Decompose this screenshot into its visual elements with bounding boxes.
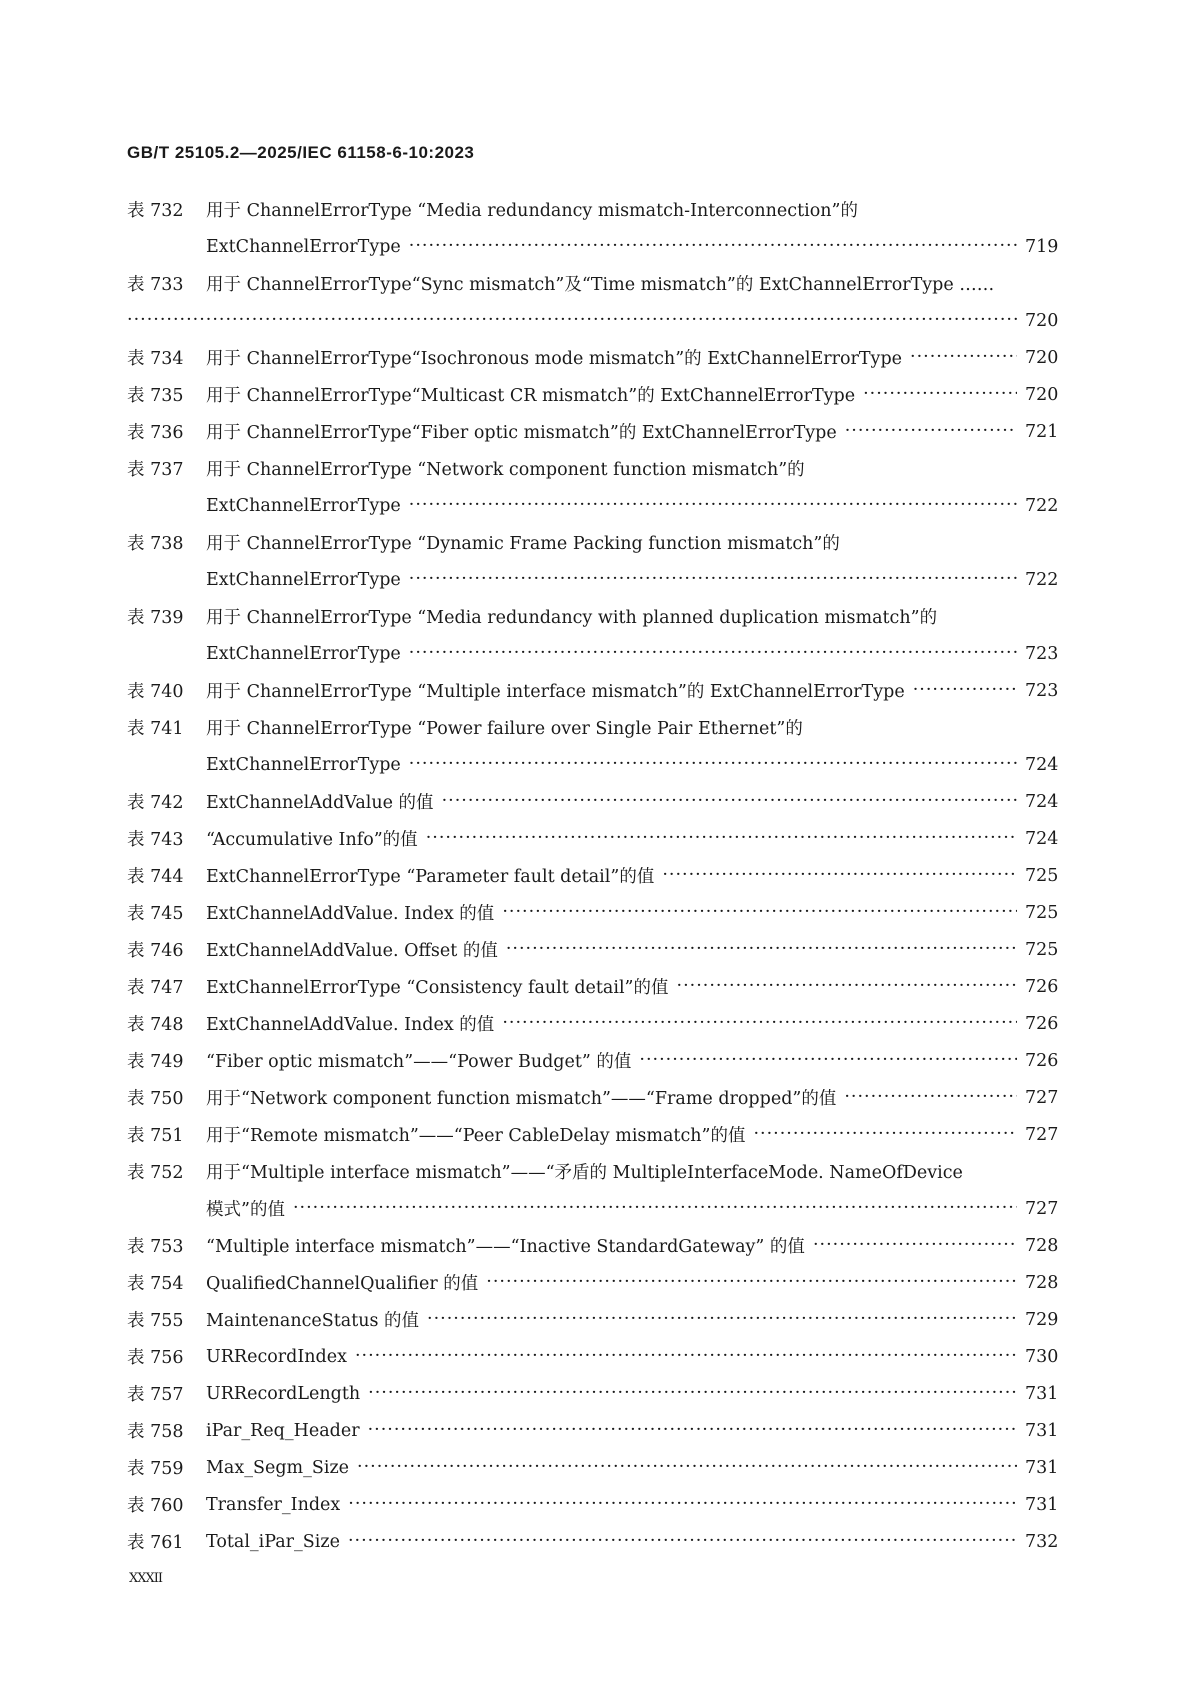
toc-entry-title: QualifiedChannelQualifier 的值 xyxy=(206,1274,479,1294)
dot-leader xyxy=(502,1015,1017,1033)
toc-entry[interactable] xyxy=(127,672,1057,709)
toc-entry-number: 表 745 xyxy=(127,904,184,924)
toc-entry-continuation[interactable] xyxy=(127,487,1057,524)
toc-entry-title: 用于 ChannelErrorType “Power failure over Single Pair Ethernet”的 xyxy=(206,719,803,739)
toc-entry-title: 用于 ChannelErrorType “Network component function mismatch”的 xyxy=(206,460,805,480)
dot-leader xyxy=(127,312,1017,330)
toc-entry-title-cont: 模式”的值 xyxy=(206,1200,285,1220)
dot-leader xyxy=(913,682,1017,700)
toc-entry-number: 表 738 xyxy=(127,534,184,554)
toc-entry-page: 731 xyxy=(1025,1420,1059,1441)
toc-entry-number: 表 761 xyxy=(127,1533,184,1553)
dot-leader xyxy=(662,867,1017,885)
toc-entry[interactable] xyxy=(127,894,1057,931)
toc-entry-title: 用于 ChannelErrorType“Fiber optic mismatch”的 ExtChannelErrorType xyxy=(206,423,837,443)
dot-leader xyxy=(486,1274,1017,1292)
toc-entry-title: 用于“Multiple interface mismatch”——“矛盾的 MultipleInterfaceMode. NameOfDevice xyxy=(206,1163,963,1183)
toc-entry-title: “Accumulative Info”的值 xyxy=(206,830,418,850)
toc-entry-title-cont: ExtChannelErrorType xyxy=(206,569,401,590)
toc-entry[interactable] xyxy=(127,931,1057,968)
toc-entry-continuation[interactable] xyxy=(127,228,1057,265)
toc-entry-title: “Multiple interface mismatch”——“Inactive StandardGateway” 的值 xyxy=(206,1237,805,1257)
toc-entry-title: URRecordIndex xyxy=(206,1346,347,1367)
toc-entry-title: Max_Segm_Size xyxy=(206,1457,350,1478)
toc-entry-number: 表 735 xyxy=(127,386,184,406)
toc-entry[interactable] xyxy=(127,265,1057,302)
toc-entry-number: 表 753 xyxy=(127,1237,184,1257)
toc-entry-number: 表 737 xyxy=(127,460,184,480)
toc-entry-title: ExtChannelAddValue. Index 的值 xyxy=(206,1015,495,1035)
toc-entry-number: 表 756 xyxy=(127,1348,184,1368)
dot-leader xyxy=(427,1311,1017,1329)
toc-entry-number: 表 750 xyxy=(127,1089,184,1109)
toc-entry[interactable] xyxy=(127,1301,1057,1338)
toc-entry[interactable] xyxy=(127,783,1057,820)
toc-entry-title: ExtChannelAddValue. Index 的值 xyxy=(206,904,495,924)
toc-entry[interactable] xyxy=(127,1486,1057,1523)
dot-leader xyxy=(677,978,1017,996)
toc-entry-title: 用于“Network component function mismatch”——“Frame dropped”的值 xyxy=(206,1089,837,1109)
toc-entry-title: “Fiber optic mismatch”——“Power Budget” 的值 xyxy=(206,1052,632,1072)
dot-leader xyxy=(506,941,1017,959)
toc-entry[interactable] xyxy=(127,1523,1057,1560)
toc-entry-page: 731 xyxy=(1025,1494,1059,1515)
toc-entry[interactable] xyxy=(127,857,1057,894)
toc-entry[interactable] xyxy=(127,1264,1057,1301)
toc-entry-page: 725 xyxy=(1025,865,1059,886)
toc-entry-page: 723 xyxy=(1025,680,1059,701)
dot-leader xyxy=(409,238,1017,256)
dot-leader xyxy=(293,1200,1017,1218)
toc-entry-title: 用于 ChannelErrorType“Multicast CR mismatch”的 ExtChannelErrorType xyxy=(206,386,856,406)
toc-entry-number: 表 743 xyxy=(127,830,184,850)
dot-leader xyxy=(813,1237,1017,1255)
toc-entry-title-cont: ExtChannelErrorType xyxy=(206,754,401,775)
toc-entry-number: 表 748 xyxy=(127,1015,184,1035)
dot-leader xyxy=(348,1533,1017,1551)
dot-leader xyxy=(845,423,1017,441)
toc-entry-page: 731 xyxy=(1025,1383,1059,1404)
toc-entry-page: 725 xyxy=(1025,939,1059,960)
toc-entry-page: 726 xyxy=(1025,976,1059,997)
toc-entry-page: 726 xyxy=(1025,1013,1059,1034)
dot-leader xyxy=(409,497,1017,515)
toc-entry-page: 720 xyxy=(1025,310,1059,331)
toc-entry-title: 用于 ChannelErrorType“Isochronous mode mismatch”的 ExtChannelErrorType xyxy=(206,349,903,369)
toc-entry[interactable] xyxy=(127,1412,1057,1449)
dot-leader xyxy=(368,1422,1017,1440)
dot-leader xyxy=(844,1089,1017,1107)
toc-entry[interactable] xyxy=(127,598,1057,635)
toc-entry-number: 表 741 xyxy=(127,719,184,739)
toc-entry-page: 729 xyxy=(1025,1309,1059,1330)
toc-entry-number: 表 752 xyxy=(127,1163,184,1183)
toc-entry-page: 731 xyxy=(1025,1457,1059,1478)
dot-leader xyxy=(910,349,1017,367)
toc-entry-number: 表 751 xyxy=(127,1126,184,1146)
toc-entry[interactable] xyxy=(127,450,1057,487)
toc-entry-title-cont: ExtChannelErrorType xyxy=(206,643,401,664)
toc-entry-number: 表 760 xyxy=(127,1496,184,1516)
dot-leader xyxy=(442,793,1017,811)
toc-entry-page: 720 xyxy=(1025,384,1059,405)
toc-entry-number: 表 734 xyxy=(127,349,184,369)
table-of-contents xyxy=(127,191,1057,1560)
dot-leader xyxy=(355,1348,1017,1366)
toc-entry-number: 表 749 xyxy=(127,1052,184,1072)
toc-entry[interactable] xyxy=(127,191,1057,228)
toc-entry-continuation[interactable] xyxy=(127,746,1057,783)
toc-entry-number: 表 739 xyxy=(127,608,184,628)
toc-entry-number: 表 733 xyxy=(127,275,184,295)
toc-entry-title-cont: ExtChannelErrorType xyxy=(206,495,401,516)
toc-entry-page: 730 xyxy=(1025,1346,1059,1367)
toc-entry-title: Transfer_Index xyxy=(206,1494,341,1515)
toc-entry-number: 表 754 xyxy=(127,1274,184,1294)
document-header: GB/T 25105.2—2025/IEC 61158-6-10:2023 xyxy=(127,143,475,162)
toc-entry-page: 724 xyxy=(1025,754,1059,775)
dot-leader xyxy=(753,1126,1017,1144)
dot-leader xyxy=(863,386,1017,404)
dot-leader xyxy=(409,645,1017,663)
toc-entry-number: 表 736 xyxy=(127,423,184,443)
toc-entry-title: 用于 ChannelErrorType “Media redundancy with planned duplication mismatch”的 xyxy=(206,608,938,628)
toc-entry-page: 728 xyxy=(1025,1235,1059,1256)
dot-leader xyxy=(409,571,1017,589)
toc-entry[interactable] xyxy=(127,1338,1057,1375)
toc-entry-title: Total_iPar_Size xyxy=(206,1531,340,1552)
toc-entry-page: 732 xyxy=(1025,1531,1059,1552)
toc-entry-page: 724 xyxy=(1025,828,1059,849)
toc-entry-continuation[interactable] xyxy=(127,302,1057,339)
toc-entry-title: ExtChannelAddValue 的值 xyxy=(206,793,434,813)
toc-entry-continuation[interactable] xyxy=(127,561,1057,598)
toc-entry-number: 表 759 xyxy=(127,1459,184,1479)
dot-leader xyxy=(502,904,1017,922)
toc-entry-page: 723 xyxy=(1025,643,1059,664)
toc-entry[interactable] xyxy=(127,1042,1057,1079)
toc-entry-title: 用于“Remote mismatch”——“Peer CableDelay mismatch”的值 xyxy=(206,1126,746,1146)
toc-entry[interactable] xyxy=(127,1116,1057,1153)
toc-entry[interactable] xyxy=(127,1227,1057,1264)
dot-leader xyxy=(426,830,1017,848)
toc-entry-page: 726 xyxy=(1025,1050,1059,1071)
toc-entry-title: ExtChannelErrorType “Parameter fault detail”的值 xyxy=(206,867,655,887)
toc-entry-title-cont: ExtChannelErrorType xyxy=(206,236,401,257)
toc-entry-continuation[interactable] xyxy=(127,1190,1057,1227)
toc-entry[interactable] xyxy=(127,1449,1057,1486)
toc-entry-number: 表 740 xyxy=(127,682,184,702)
toc-entry[interactable] xyxy=(127,1375,1057,1412)
dot-leader xyxy=(368,1385,1017,1403)
toc-entry-page: 727 xyxy=(1025,1198,1059,1219)
toc-entry[interactable] xyxy=(127,820,1057,857)
toc-entry-number: 表 757 xyxy=(127,1385,184,1405)
toc-entry-number: 表 755 xyxy=(127,1311,184,1331)
toc-entry[interactable] xyxy=(127,1153,1057,1190)
toc-entry[interactable] xyxy=(127,1005,1057,1042)
dot-leader xyxy=(348,1496,1017,1514)
toc-entry-page: 725 xyxy=(1025,902,1059,923)
toc-entry-page: 722 xyxy=(1025,569,1059,590)
dot-leader xyxy=(409,756,1017,774)
toc-entry-title: 用于 ChannelErrorType “Dynamic Frame Packing function mismatch”的 xyxy=(206,534,840,554)
toc-entry[interactable] xyxy=(127,376,1057,413)
dot-leader xyxy=(357,1459,1017,1477)
toc-entry-number: 表 744 xyxy=(127,867,184,887)
page-number: XXXII xyxy=(129,1571,163,1586)
toc-entry[interactable] xyxy=(127,413,1057,450)
toc-entry-page: 722 xyxy=(1025,495,1059,516)
toc-entry-title: MaintenanceStatus 的值 xyxy=(206,1311,420,1331)
toc-entry-page: 724 xyxy=(1025,791,1059,812)
toc-entry-page: 728 xyxy=(1025,1272,1059,1293)
toc-entry-continuation[interactable] xyxy=(127,635,1057,672)
toc-entry-page: 720 xyxy=(1025,347,1059,368)
toc-entry[interactable] xyxy=(127,524,1057,561)
toc-entry-page: 727 xyxy=(1025,1124,1059,1145)
toc-entry-page: 727 xyxy=(1025,1087,1059,1108)
toc-entry-number: 表 746 xyxy=(127,941,184,961)
dot-leader xyxy=(639,1052,1017,1070)
toc-entry-number: 表 732 xyxy=(127,201,184,221)
toc-entry-page: 719 xyxy=(1025,236,1059,257)
toc-entry[interactable] xyxy=(127,339,1057,376)
toc-entry[interactable] xyxy=(127,1079,1057,1116)
toc-entry-title: 用于 ChannelErrorType “Multiple interface mismatch”的 ExtChannelErrorType xyxy=(206,682,905,702)
toc-entry-number: 表 747 xyxy=(127,978,184,998)
toc-entry-title: ExtChannelErrorType “Consistency fault detail”的值 xyxy=(206,978,669,998)
toc-entry-title: 用于 ChannelErrorType “Media redundancy mismatch-Interconnection”的 xyxy=(206,201,858,221)
toc-entry-title: 用于 ChannelErrorType“Sync mismatch”及“Time mismatch”的 ExtChannelErrorType …… xyxy=(206,275,995,295)
toc-entry-number: 表 758 xyxy=(127,1422,184,1442)
toc-entry[interactable] xyxy=(127,709,1057,746)
toc-entry-title: ExtChannelAddValue. Offset 的值 xyxy=(206,941,498,961)
toc-entry-page: 721 xyxy=(1025,421,1059,442)
toc-entry[interactable] xyxy=(127,968,1057,1005)
toc-entry-title: iPar_Req_Header xyxy=(206,1420,360,1441)
toc-entry-number: 表 742 xyxy=(127,793,184,813)
toc-entry-title: URRecordLength xyxy=(206,1383,361,1404)
